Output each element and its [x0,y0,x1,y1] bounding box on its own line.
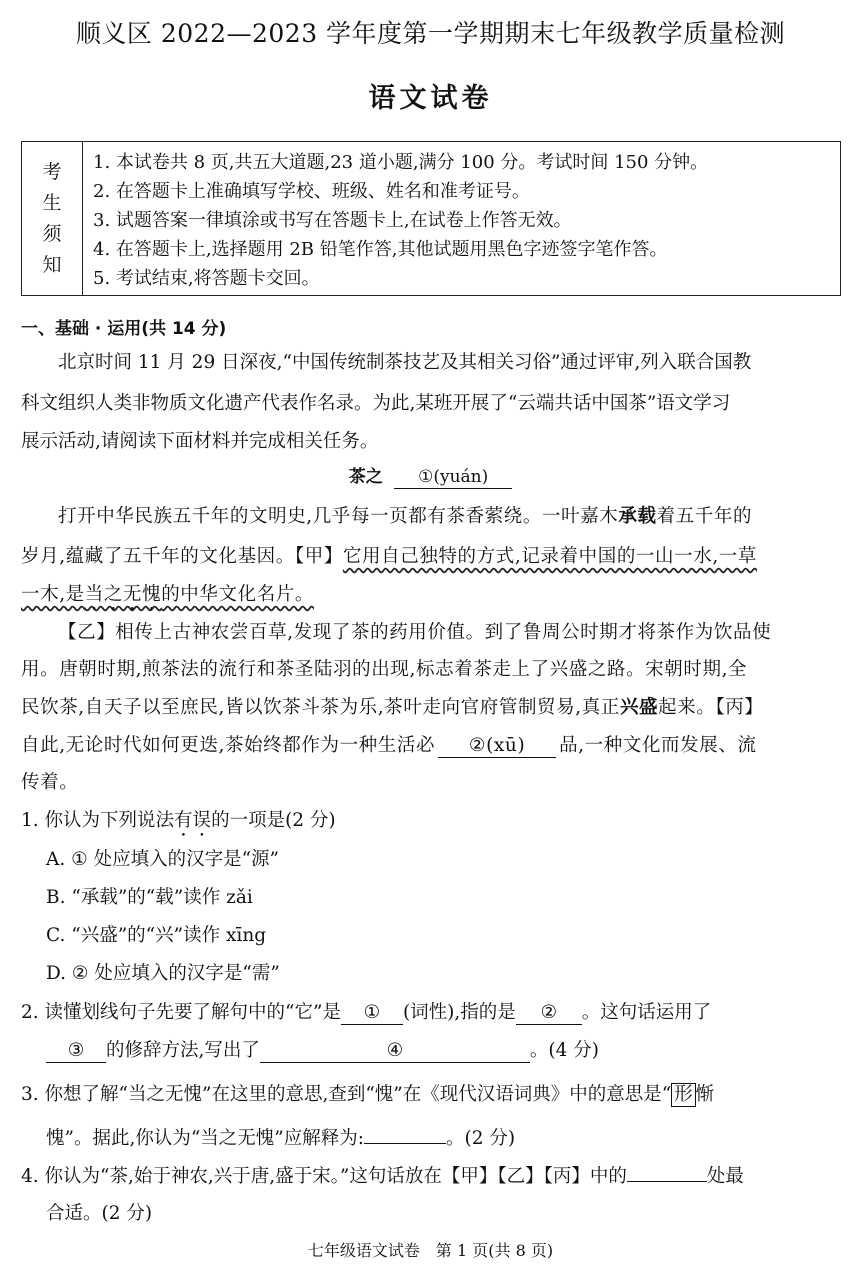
answer-blank: ④ [260,1040,530,1063]
option-c: C. “兴盛”的“兴”读作 xīng [46,925,267,946]
option-b: B. “承载”的“载”读作 zǎi [46,887,253,908]
passage-line: 传着。 [21,772,79,793]
underlined-sentence: 的中华文化名片。 [161,584,314,605]
answer-blank: ① [341,1002,403,1025]
notice-box [21,141,841,296]
question-4: 4. 你认为“茶,始于神农,兴于唐,盛于宋。”这句话放在【甲】【乙】【丙】中的 处最 [21,1166,744,1187]
notice-label-char: 考 [42,160,62,183]
passage-title-prefix: 茶之 [348,467,383,487]
passage-line: 民饮茶,自天子以至庶民,皆以饮茶斗茶为乐,茶叶走向官府管制贸易,真正兴盛起来。【丙】 [21,697,764,718]
option-d: D. ② 处应填入的汉字是“需” [46,963,280,984]
question-2-cont: ③ 的修辞方法,写出了 ④ 。(4 分) [46,1036,599,1063]
intro-line: 北京时间 11 月 29 日深夜,“中国传统制茶技艺及其相关习俗”通过评审,列入联合国教 [58,352,752,373]
underlined-sentence: 一木,是 [21,584,85,605]
intro-line: 科文组织人类非物质文化遗产代表作名录。为此,某班开展了“云端共话中国茶”语文学习 [21,393,731,414]
emphasized-word: 当之无愧 [84,584,162,605]
notice-item: 5. 考试结束,将答题卡交回。 [93,268,320,289]
question-3: 3. 你想了解“当之无愧”在这里的意思,查到“愧”在《现代汉语词典》中的意思是“ 形 惭 [21,1084,715,1105]
question-3-cont: 愧”。据此,你认为“当之无愧”应解释为: 。(2 分) [46,1128,516,1149]
notice-item: 1. 本试卷共 8 页,共五大道题,23 道小题,满分 100 分。考试时间 150 分钟。 [93,152,709,173]
passage-line: 打开中华民族五千年的文明史,几乎每一页都有茶香萦绕。一叶嘉木承载着五千年的 [58,506,753,527]
notice-item: 4. 在答题卡上,选择题用 2B 铅笔作答,其他试题用黑色字迹签字笔作答。 [93,239,668,260]
answer-blank: ②(xū) [438,735,556,758]
passage-line: 【乙】相传上古神农尝百草,发现了茶的药用价值。到了鲁周公时期才将茶作为饮品使 [58,622,772,643]
notice-label-char: 生 [42,191,62,214]
question-2: 2. 读懂划线句子先要了解句中的“它”是 ① (词性),指的是 ② 。这句话运用了 [21,1002,712,1023]
answer-blank: ③ [46,1040,106,1063]
passage-line [21,580,314,615]
notice-label-char: 知 [42,253,62,276]
notice-item: 3. 试题答案一律填涂或书写在答题卡上,在试卷上作答无效。 [93,210,572,231]
passage-title [0,462,861,489]
intro-line: 展示活动,请阅读下面材料并完成相关任务。 [21,431,379,452]
passage-line: 用。唐朝时期,煎茶法的流行和茶圣陆羽的出现,标志着茶走上了兴盛之路。宋朝时期,全 [21,659,748,680]
emphasized-word: 有误 [174,810,212,831]
notice-label-char: 须 [42,222,62,245]
boxed-char: 形 [671,1083,696,1107]
answer-blank [364,1143,446,1144]
passage-line: 岁月,蕴藏了五千年的文化基因。【甲】它用自己独特的方式,记录着中国的一山一水,一草 [21,546,758,567]
exam-title: 顺义区 2022—2023 学年度第一学期期末七年级教学质量检测 [75,19,786,48]
passage-line: 自此,无论时代如何更迭,茶始终都作为一种生活必 ②(xū) 品,一种文化而发展、流 [21,735,757,756]
bold-word: 承载 [618,506,657,527]
option-a: A. ① 处应填入的汉字是“源” [46,849,280,870]
notice-label [22,142,83,295]
passage-title-blank: ①(yuán) [394,466,512,489]
page-footer: 七年级语文试卷 第 1 页(共 8 页) [307,1241,554,1260]
underlined-sentence: 它用自己独特的方式,记录着中国的一山一水,一草 [342,546,758,567]
section-heading: 一、基础 · 运用(共 14 分) [21,319,227,339]
answer-blank: ② [516,1002,582,1025]
bold-word: 兴盛 [619,697,659,718]
answer-blank [627,1181,707,1182]
question-1: 1. 你认为下列说法有误的一项是(2 分) [21,810,336,831]
notice-item: 2. 在答题卡上准确填写学校、班级、姓名和准考证号。 [93,181,530,202]
notice-list [83,142,708,295]
question-4-cont: 合适。(2 分) [46,1203,153,1224]
exam-subtitle: 语文试卷 [368,83,493,114]
